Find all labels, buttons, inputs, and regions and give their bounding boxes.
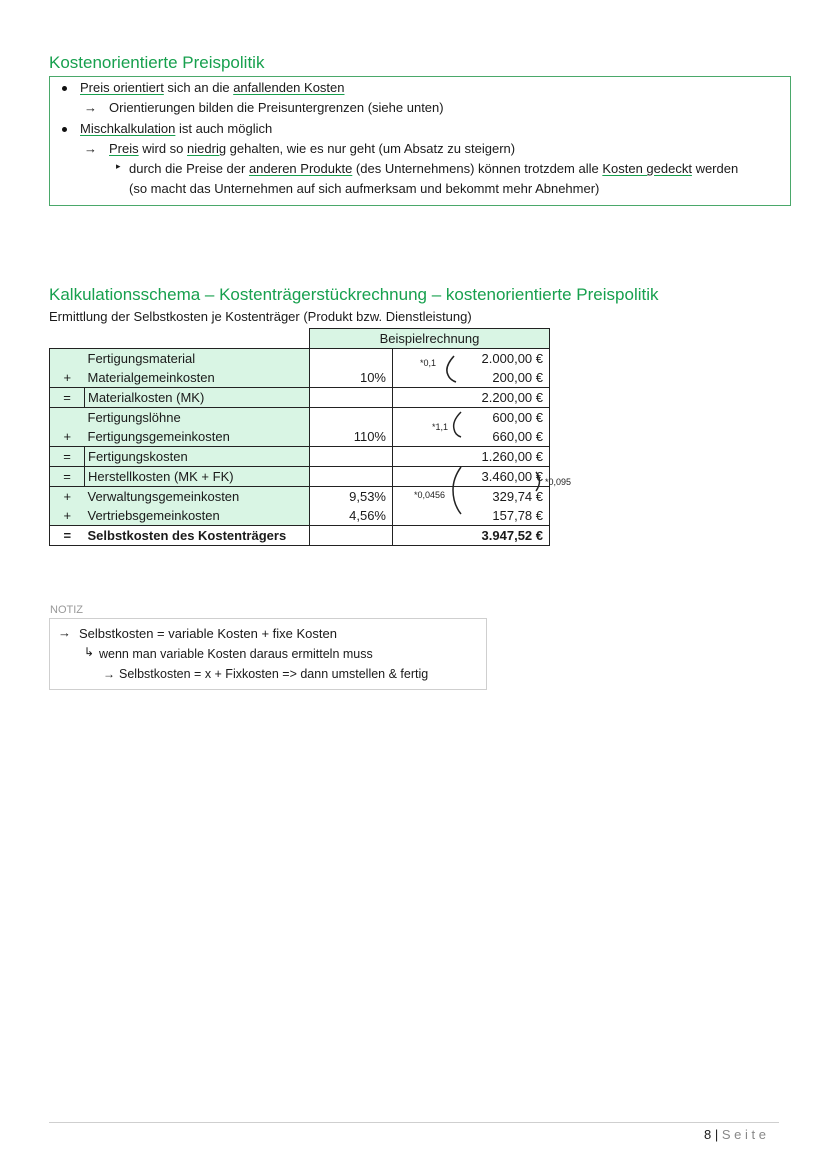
calculation-table (49, 328, 550, 546)
row-sign: + (50, 506, 85, 526)
row-value: 660,00 € (393, 427, 550, 447)
row-percent (310, 388, 393, 408)
text: durch die Preise der (129, 161, 249, 176)
row-percent: 4,56% (310, 506, 393, 526)
row-label: Fertigungsmaterial (85, 349, 310, 369)
row-value: 1.260,00 € (393, 447, 550, 467)
note-line-2: wenn man variable Kosten daraus ermitteln muss (99, 647, 373, 661)
bullet-2-subsub-line2: (so macht das Unternehmen auf sich aufmerksam und bekommt mehr Abnehmer) (129, 181, 600, 196)
row-value: 3.460,00 € (393, 467, 550, 487)
row-sign: = (50, 526, 85, 546)
row-sign: + (50, 487, 85, 507)
text: gehalten, wie es nur geht (um Absatz zu steigern) (226, 141, 516, 156)
row-value: 2.000,00 € (393, 349, 550, 369)
table-row (50, 349, 550, 369)
page-word: S e i t e (721, 1127, 766, 1142)
row-value: 2.200,00 € (393, 388, 550, 408)
annotation-factor: *0,1 (420, 358, 437, 368)
row-value: 200,00 € (393, 368, 550, 388)
bracket-icon (440, 353, 460, 385)
table-row (50, 427, 550, 447)
bullet-2-subsub (129, 161, 738, 176)
note-line-1: Selbstkosten = variable Kosten + fixe Kosten (79, 626, 337, 641)
row-value: 329,74 € (393, 487, 550, 507)
row-label: Verwaltungsgemeinkosten (85, 487, 310, 507)
table-row (50, 487, 550, 507)
text: (des Unternehmens) können trotzdem alle (352, 161, 603, 176)
page-number: 8 (704, 1127, 712, 1142)
term-preis-orientiert: Preis orientiert (80, 80, 164, 95)
bullet-2-sub (109, 141, 515, 156)
triangle-bullet-icon: ▸ (116, 161, 121, 171)
row-sign: + (50, 368, 85, 388)
arrow-right-icon: → (84, 100, 97, 115)
term-mischkalkulation: Mischkalkulation (80, 121, 176, 136)
row-sign (50, 408, 85, 428)
row-label: Selbstkosten des Kostenträgers (85, 526, 310, 546)
bullet-2 (80, 121, 272, 136)
row-percent (310, 447, 393, 467)
term-preis: Preis (109, 141, 139, 156)
annotation-factor: *0,0456 (414, 490, 446, 500)
arrow-right-icon: → (103, 667, 115, 681)
row-label: Materialkosten (MK) (85, 388, 310, 408)
section-title-kalkulationsschema: Kalkulationsschema – Kostenträgerstückrechnung – kostenorientierte Preispolitik (49, 285, 659, 304)
page-footer (704, 1127, 766, 1142)
info-box (49, 76, 791, 206)
row-percent: 9,53% (310, 487, 393, 507)
row-percent (310, 467, 393, 487)
bullet-1-sub: Orientierungen bilden die Preisuntergrenzen (siehe unten) (109, 100, 444, 115)
row-sign: + (50, 427, 85, 447)
text: wird so (138, 141, 188, 156)
table-header-beispielrechnung: Beispielrechnung (310, 329, 550, 349)
bullet-icon (62, 86, 67, 91)
table-row (50, 368, 550, 388)
term-niedrig: niedrig (187, 141, 227, 156)
text: werden (691, 161, 739, 176)
note-line-3: Selbstkosten = x + Fixkosten => dann umstellen & fertig (119, 667, 429, 681)
row-label: Fertigungslöhne (85, 408, 310, 428)
row-label: Materialgemeinkosten (85, 368, 310, 388)
row-label: Fertigungsgemeinkosten (85, 427, 310, 447)
term-anfallende-kosten: anfallenden Kosten (233, 80, 345, 95)
return-arrow-icon: ↳ (84, 645, 95, 659)
bullet-1 (80, 80, 345, 95)
row-percent (310, 349, 393, 369)
row-value: 157,78 € (393, 506, 550, 526)
row-sign: = (50, 467, 85, 487)
bracket-icon (449, 464, 465, 518)
term-andere-produkte: anderen Produkte (248, 161, 353, 176)
row-percent: 10% (310, 368, 393, 388)
row-label: Vertriebsgemeinkosten (85, 506, 310, 526)
row-sign: = (50, 447, 85, 467)
bullet-icon (62, 127, 67, 132)
table-row (50, 388, 550, 408)
note-label: NOTIZ (50, 604, 83, 616)
table-row (50, 447, 550, 467)
row-value: 600,00 € (393, 408, 550, 428)
annotation-factor: *1,1 (432, 422, 449, 432)
table-row (50, 467, 550, 487)
table-row-total (50, 526, 550, 546)
row-percent (310, 408, 393, 428)
row-percent: 110% (310, 427, 393, 447)
row-sign (50, 349, 85, 369)
section-title-preispolitik: Kostenorientierte Preispolitik (49, 53, 265, 72)
footer-divider (49, 1122, 779, 1123)
footer-separator: | (711, 1127, 722, 1142)
note-box (49, 618, 487, 690)
row-percent (310, 526, 393, 546)
table-row (50, 408, 550, 428)
row-label: Fertigungskosten (85, 447, 310, 467)
row-label: Herstellkosten (MK + FK) (85, 467, 310, 487)
arrow-right-icon: → (58, 625, 71, 640)
bracket-icon (449, 409, 465, 441)
text: ist auch möglich (175, 121, 273, 136)
arrow-right-icon: → (84, 141, 97, 156)
term-kosten-gedeckt: Kosten gedeckt (602, 161, 692, 176)
section-subtitle: Ermittlung der Selbstkosten je Kostenträger (Produkt bzw. Dienstleistung) (49, 309, 472, 324)
text: sich an die (163, 80, 234, 95)
annotation-factor: *0,095 (545, 477, 572, 487)
row-value: 3.947,52 € (393, 526, 550, 546)
row-sign: = (50, 388, 85, 408)
table-row (50, 506, 550, 526)
